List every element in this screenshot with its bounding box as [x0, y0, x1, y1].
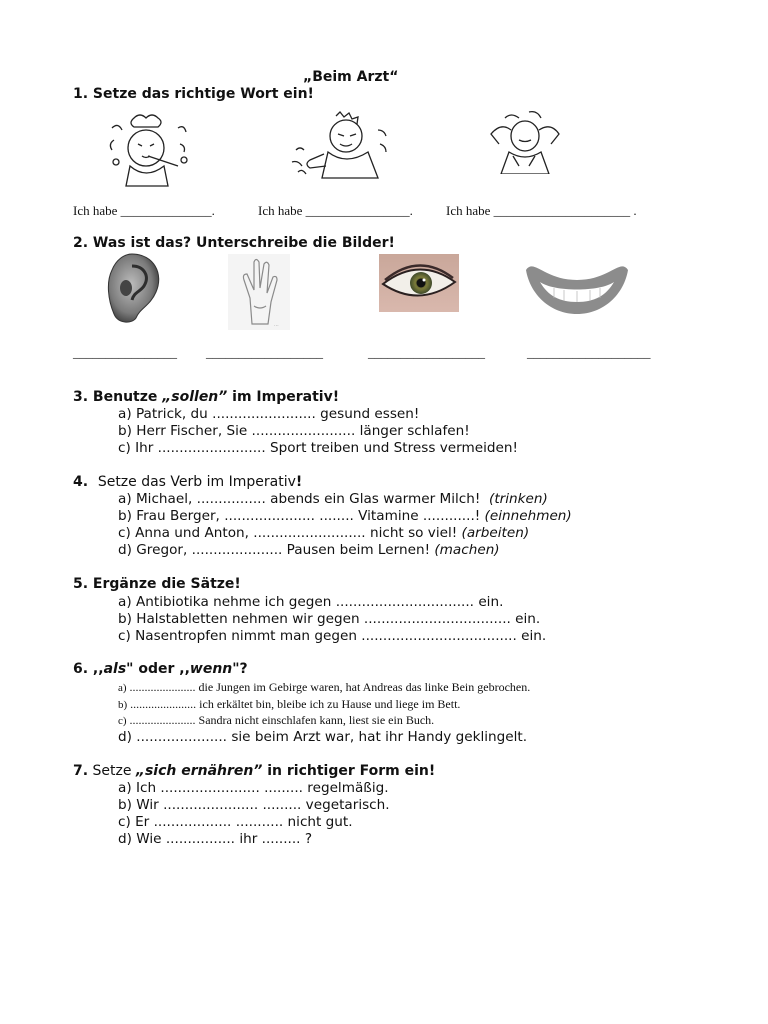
ear-picture [102, 252, 164, 324]
section-3-heading [73, 389, 339, 405]
s4-item-d-hint: (machen) [434, 542, 500, 558]
s5-item-b[interactable]: b) Halstabletten nehmen wir gegen .................................. ein. [118, 611, 541, 627]
section-3-heading-emphasis: „sollen” [162, 389, 228, 405]
s4-item-c[interactable] [118, 525, 529, 541]
section-1-heading: 1. Setze das richtige Wort ein! [73, 86, 314, 102]
s5-item-a[interactable]: a) Antibiotika nehme ich gegen ................................ ein. [118, 594, 504, 610]
s7-item-b[interactable]: b) Wir ...................... ......... vegetarisch. [118, 797, 390, 813]
s4-item-a-hint: (trinken) [489, 491, 548, 507]
section-7-heading-pre: Setze [88, 763, 136, 779]
section-7-number: 7. [73, 763, 89, 779]
s4-item-d-text: d) Gregor, ..................... Pausen beim Lernen! [118, 542, 431, 558]
s6-item-d[interactable]: d) ..................... sie beim Arzt war, hat ihr Handy geklingelt. [118, 729, 528, 745]
s4-item-b-hint: (einnehmen) [484, 508, 572, 524]
s6-item-c[interactable] [118, 713, 434, 728]
svg-text:...: ... [274, 322, 279, 328]
s6-item-b[interactable] [118, 697, 460, 712]
hand-picture [228, 254, 290, 330]
s4-item-c-hint: (arbeiten) [461, 525, 530, 541]
s3-item-c[interactable]: c) Ihr ......................... Sport treiben und Stress vermeiden! [118, 440, 518, 456]
page-title: „Beim Arzt“ [303, 69, 399, 85]
s3-item-b[interactable]: b) Herr Fischer, Sie ........................ länger schlafen! [118, 423, 470, 439]
headache-person-picture [483, 108, 569, 174]
s6-item-a[interactable] [118, 680, 530, 695]
s7-item-d[interactable]: d) Wie ................ ihr ......... ? [118, 831, 313, 847]
s7-item-c[interactable]: c) Er .................. ........... nicht gut. [118, 814, 353, 830]
section-6-heading-als: als [103, 661, 127, 677]
s4-item-a[interactable] [118, 491, 548, 507]
section-4-heading-text: Setze das Verb im Imperativ [97, 474, 296, 490]
s5-item-c[interactable]: c) Nasentropfen nimmt man gegen .................................... ein. [118, 628, 547, 644]
section-4-number: 4. [73, 474, 89, 490]
section-7-heading-post: in richtiger Form ein! [262, 763, 436, 779]
s6-item-b-text: ...................... ich erkältet bin, bleibe ich zu Hause und liege im Bett. [130, 697, 461, 711]
answer-line-1[interactable]: Ich habe ______________. [73, 203, 215, 218]
section-7-heading [73, 763, 435, 779]
s6-item-b-letter: b) [118, 699, 128, 711]
section-5-heading: 5. Ergänze die Sätze! [73, 576, 241, 592]
eye-picture [379, 254, 459, 312]
mouth-picture [524, 252, 630, 316]
s6-item-a-letter: a) [118, 682, 127, 694]
label-blank-2[interactable]: __________________ [206, 345, 323, 360]
coughing-child-picture [290, 110, 400, 182]
section-3-heading-post: im Imperativ! [227, 389, 340, 405]
s7-item-a[interactable]: a) Ich ....................... ......... regelmäßig. [118, 780, 389, 796]
section-6-heading-mid: " oder ,, [126, 661, 190, 677]
s4-item-d[interactable] [118, 542, 500, 558]
section-3-heading-pre: 3. Benutze [73, 389, 163, 405]
section-4-heading [73, 474, 302, 490]
section-6-heading-post: "? [232, 661, 248, 677]
answer-line-3[interactable]: Ich habe _____________________ . [446, 203, 637, 218]
fever-sick-person-picture [104, 110, 196, 190]
s6-item-a-text: ...................... die Jungen im Gebirge waren, hat Andreas das linke Bein gebrochen. [129, 680, 531, 694]
label-blank-4[interactable]: ___________________ [527, 345, 651, 360]
s4-item-c-text: c) Anna und Anton, .......................... nicht so viel! [118, 525, 458, 541]
answer-line-2[interactable]: Ich habe ________________. [258, 203, 413, 218]
section-7-heading-emphasis: „sich ernähren” [135, 763, 263, 779]
s3-item-a[interactable]: a) Patrick, du ........................ gesund essen! [118, 406, 420, 422]
s4-item-b[interactable] [118, 508, 572, 524]
s4-item-a-text: a) Michael, ................ abends ein Glas warmer Milch! [118, 491, 481, 507]
label-blank-3[interactable]: __________________ [368, 345, 485, 360]
section-6-heading-wenn: wenn [189, 661, 233, 677]
s6-item-c-text: ...................... Sandra nicht einschlafen kann, liest sie ein Buch. [129, 713, 435, 727]
section-6-heading [73, 661, 248, 677]
section-2-heading: 2. Was ist das? Unterschreibe die Bilder! [73, 235, 395, 251]
s6-item-c-letter: c) [118, 715, 127, 727]
label-blank-1[interactable]: ________________ [73, 345, 177, 360]
s4-item-b-text: b) Frau Berger, ..................... ........ Vitamine ............! [118, 508, 481, 524]
section-6-heading-pre: 6. ,, [73, 661, 104, 677]
section-4-heading-excl: ! [295, 474, 303, 490]
